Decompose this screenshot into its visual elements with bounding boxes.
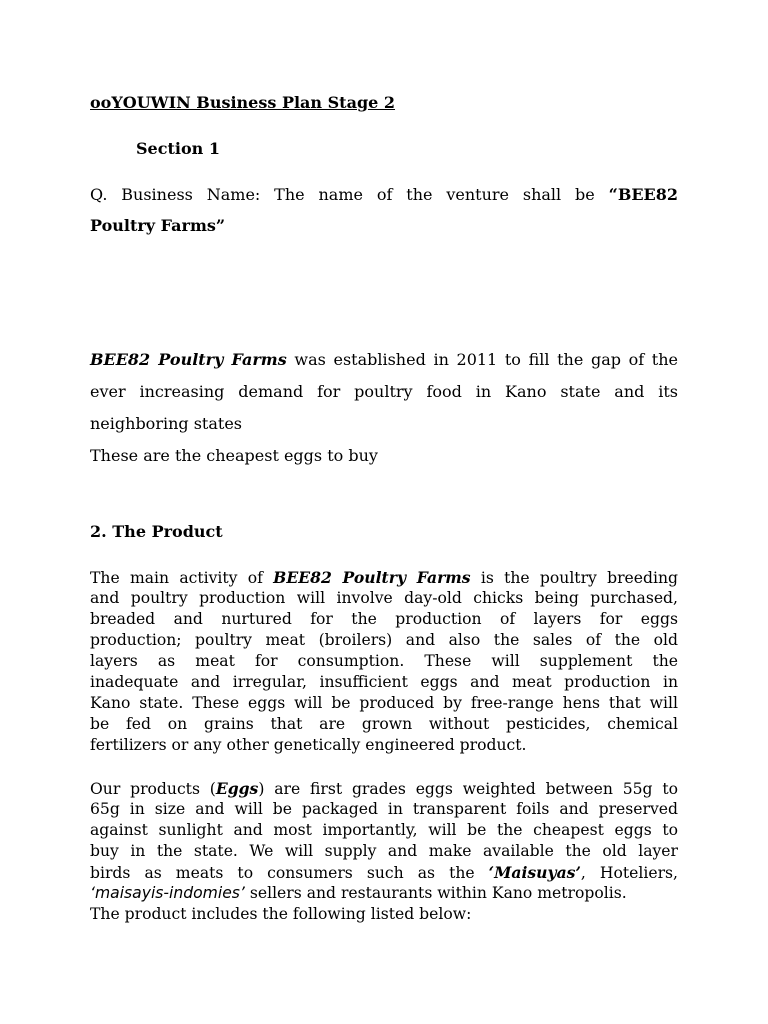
para2-line-1	[90, 779, 678, 798]
para1-line-6: inadequate and irregular, insufficient eggs and meat production in	[90, 673, 678, 691]
company-name-inline: BEE82 Poultry Farms	[273, 568, 471, 587]
business-name-label: Q. Business Name: The name of the venture shall be	[90, 185, 609, 204]
intro-line-1-rest: was established in 2011 to fill the gap of the	[286, 350, 679, 369]
para1-line-1-post: is the poultry breeding	[470, 569, 678, 587]
para2-line-7: The product includes the following listed below:	[90, 905, 472, 923]
section-heading: Section 1	[136, 139, 220, 158]
intro-line-3: neighboring states	[90, 414, 242, 433]
para1-line-1-pre: The main activity of	[90, 569, 274, 587]
para2-line-1-pre: Our products (	[90, 780, 216, 798]
para1-line-7: Kano state. These eggs will be produced by free-range hens that will	[90, 694, 678, 712]
para2-line-2: 65g in size and will be packaged in transparent foils and preserved	[90, 800, 678, 818]
product-heading: 2. The Product	[90, 522, 223, 541]
document-title: ooYOUWIN Business Plan Stage 2	[90, 93, 396, 112]
intro-line-1	[90, 350, 678, 369]
business-name-line-1	[90, 185, 678, 204]
business-name-value: “BEE82	[608, 185, 678, 204]
intro-line-2: ever increasing demand for poultry food in Kano state and its	[90, 382, 678, 401]
para1-line-3: breaded and nurtured for the production of layers for eggs	[90, 610, 678, 628]
para2-line-3: against sunlight and most importantly, will be the cheapest eggs to	[90, 821, 678, 839]
para2-line-6	[90, 884, 627, 902]
para1-line-9: fertilizers or any other genetically engineered product.	[90, 736, 527, 754]
para2-line-6-post: sellers and restaurants within Kano metropolis.	[244, 884, 627, 902]
para2-line-4: buy in the state. We will supply and make available the old layer	[90, 842, 678, 860]
para2-line-5-post: , Hoteliers,	[580, 864, 678, 882]
business-name-line-2: Poultry Farms”	[90, 216, 226, 235]
para1-line-4: production; poultry meat (broilers) and also the sales of the old	[90, 631, 678, 649]
company-name: BEE82 Poultry Farms	[90, 350, 287, 369]
para2-line-5	[90, 863, 678, 882]
para1-line-5: layers as meat for consumption. These will supplement the	[90, 652, 678, 670]
para1-line-1	[90, 568, 678, 587]
para2-line-5-pre: birds as meats to consumers such as the	[90, 864, 489, 882]
intro-line-4: These are the cheapest eggs to buy	[90, 446, 378, 465]
para2-line-1-post: ) are first grades eggs weighted between 55g to	[258, 780, 678, 798]
para1-line-8: be fed on grains that are grown without pesticides, chemical	[90, 715, 678, 733]
para1-line-2: and poultry production will involve day-old chicks being purchased,	[90, 589, 678, 607]
maisuyas-term: ‘Maisuyas’	[488, 863, 581, 882]
maisayis-term: ‘maisayis-indomies’	[90, 884, 245, 902]
eggs-term: Eggs	[215, 779, 259, 798]
